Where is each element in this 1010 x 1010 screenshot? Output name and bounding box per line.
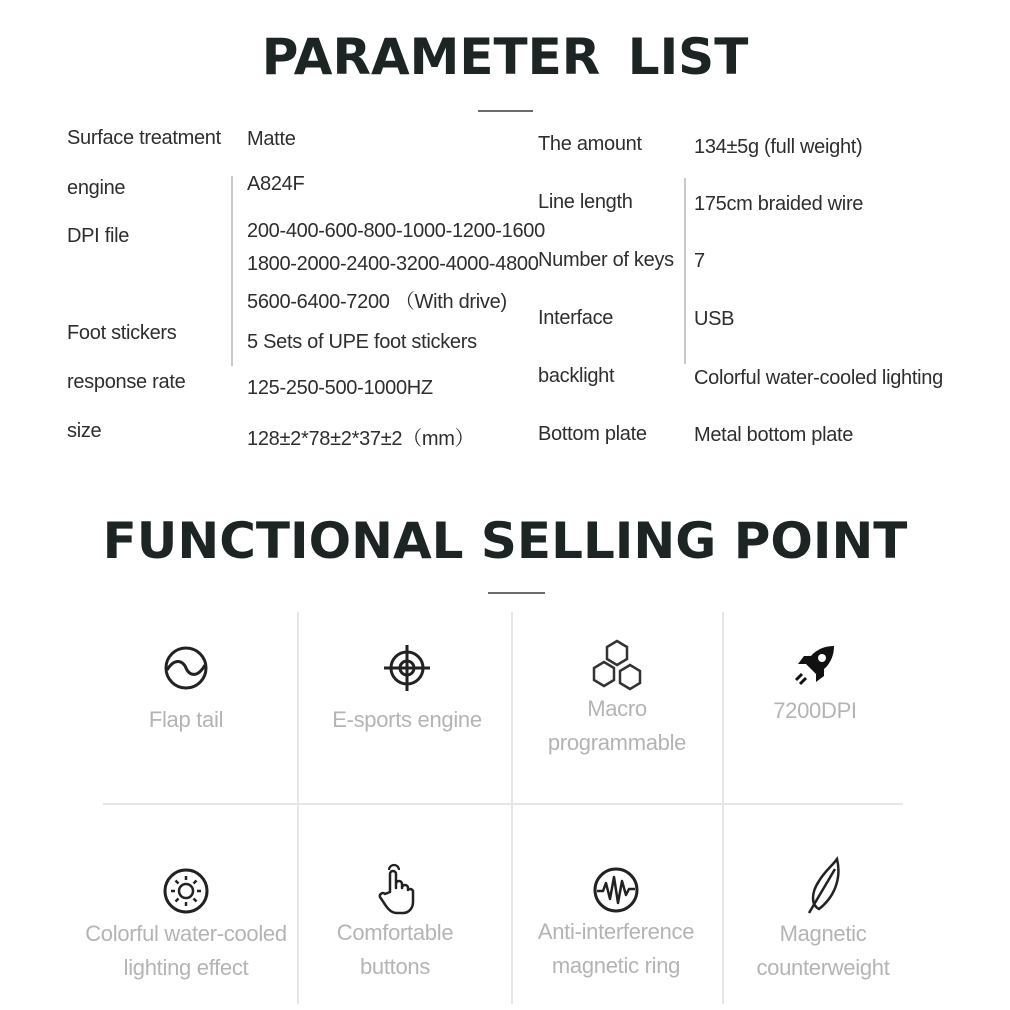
hexagons-icon [589,638,645,692]
param-value: 175cm braided wire [694,193,864,215]
param-value: 1800-2000-2400-3200-4000-4800 [247,253,539,275]
feature-label: Comfortable [336,920,454,945]
feature-card [710,640,920,728]
feature-label: magnetic ring [551,953,681,978]
param-value: 7 [694,250,705,272]
selling-point-title: FUNCTIONAL SELLING POINT [102,512,908,570]
feather-icon [797,855,849,917]
rocket-icon [790,640,840,690]
feature-label: Colorful water-cooled [85,921,287,946]
title-underline [488,592,545,594]
feature-card [512,638,722,760]
feature-label: 7200DPI [773,698,857,723]
column-divider [684,178,686,364]
crosshair-icon [382,643,432,693]
param-value: 134±5g (full weight) [694,136,863,158]
param-label: Line length [538,191,633,213]
feature-card [290,862,500,984]
hand-tap-icon [373,862,417,916]
feature-label: programmable [547,730,687,755]
feature-label: counterweight [756,955,890,980]
param-label: Surface treatment [67,127,221,149]
param-value: 200-400-600-800-1000-1200-1600 [247,220,545,242]
feature-label: Flap tail [148,707,224,732]
param-label: Bottom plate [538,423,647,445]
param-value: 5 Sets of UPE foot stickers [247,331,477,353]
feature-label: E-sports engine [332,707,482,732]
feature-card [81,865,291,985]
flap-tail-icon [161,643,211,693]
feature-label: buttons [359,954,431,979]
column-divider [231,176,233,366]
feature-card [718,855,928,985]
param-label: response rate [67,371,186,393]
waveform-icon [591,865,641,915]
param-value: A824F [247,173,305,195]
feature-card [511,865,721,983]
param-label: The amount [538,133,642,155]
feature-label: lighting effect [123,955,249,980]
param-value: USB [694,308,735,330]
feature-card [302,643,512,737]
param-value: Colorful water-cooled lighting [694,367,943,389]
grid-divider [103,803,903,805]
param-value: 128±2*78±2*37±2（mm） [247,428,475,450]
param-label: DPI file [67,225,130,247]
param-label: Number of keys [538,249,674,271]
feature-label: Anti-interference [537,919,695,944]
light-icon [160,865,212,917]
param-value: 5600-6400-7200 （With drive) [247,291,507,313]
param-value: 125-250-500-1000HZ [247,377,433,399]
feature-label: Magnetic [779,921,867,946]
param-value: Matte [247,128,296,150]
param-label: Foot stickers [67,322,177,344]
param-label: size [67,420,102,442]
param-label: backlight [538,365,615,387]
title-underline [478,110,533,112]
param-value: Metal bottom plate [694,424,854,446]
param-label: engine [67,177,126,199]
feature-card [81,643,291,737]
parameter-list-title: PARAMETER LIST [261,28,749,86]
feature-label: Macro [587,696,647,721]
param-label: Interface [538,307,614,329]
